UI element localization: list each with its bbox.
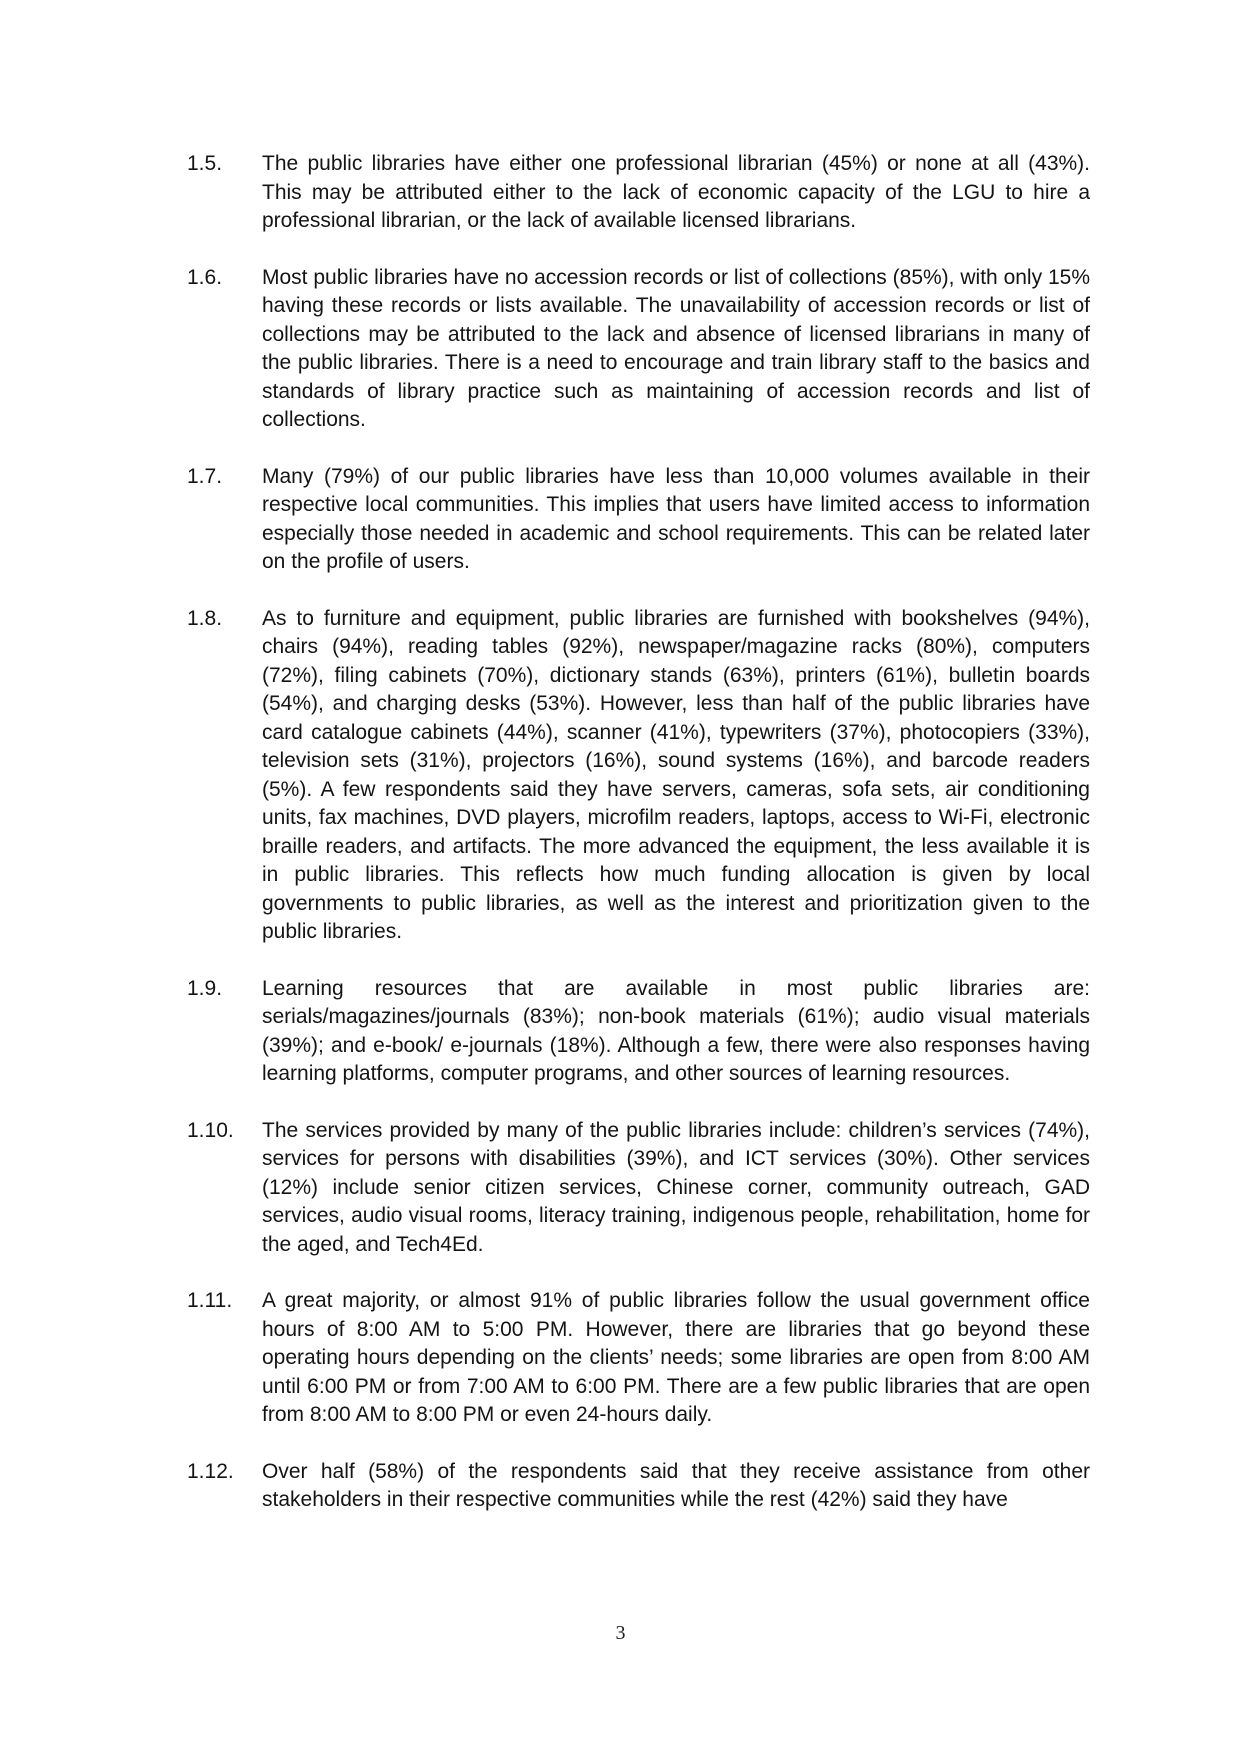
item-number: 1.11.: [187, 1289, 233, 1312]
list-item-1-9: [187, 975, 1090, 1089]
list-item-1-8: [187, 605, 1090, 947]
list-item-1-5: [187, 150, 1090, 236]
item-number: 1.10.: [187, 1118, 234, 1142]
list-item-1-10: [187, 1117, 1090, 1260]
item-paragraph: Learning resources that are available in most public libraries are: serials/magazines/journals (83%); non-book materials (61%); audio visual materials (39%); and e-book/ e-journals (18%). Although a few, there were also responses having learning platforms, computer programs, and other sources of learning resources.: [262, 976, 1090, 1085]
list-item-1-6: [187, 264, 1090, 435]
numbered-list: [187, 150, 1090, 1543]
item-paragraph: Over half (58%) of the respondents said that they receive assistance from other stakeholders in their respective communities while the rest (42%) said they have: [262, 1459, 1090, 1511]
item-paragraph: The public libraries have either one professional librarian (45%) or none at all (43%). This may be attributed either to the lack of economic capacity of the LGU to hire a professional librarian, or the lack of available licensed librarians.: [262, 152, 1090, 232]
item-number: 1.8.: [187, 606, 223, 630]
list-item-1-11: [187, 1287, 1090, 1430]
item-paragraph: A great majority, or almost 91% of public libraries follow the usual government office hours of 8:00 AM to 5:00 PM. However, there are libraries that go beyond these operating hours depending on the clients’ needs; some libraries are open from 8:00 AM until 6:00 PM or from 7:00 AM to 6:00 PM. There are a few public libraries that are open from 8:00 AM to 8:00 PM or even 24-hours daily.: [262, 1289, 1090, 1426]
item-paragraph: The services provided by many of the public libraries include: children’s services (74%), services for persons with disabilities (39%), and ICT services (30%). Other services (12%) include senior citizen services, Chinese corner, community outreach, GAD services, audio visual rooms, literacy training, indigenous people, rehabilitation, home for the aged, and Tech4Ed.: [262, 1118, 1090, 1256]
item-number: 1.12.: [187, 1459, 234, 1483]
item-number: 1.7.: [187, 464, 223, 488]
item-paragraph: Many (79%) of our public libraries have less than 10,000 volumes available in their respective local communities. This implies that users have limited access to information especially those needed in academic and school requirements. This can be related later on the profile of users.: [262, 464, 1090, 573]
list-item-1-7: [187, 463, 1090, 577]
page-number: 3: [615, 1622, 626, 1644]
item-number: 1.9.: [187, 976, 223, 1000]
list-item-1-12: [187, 1458, 1090, 1515]
item-paragraph: Most public libraries have no accession records or list of collections (85%), with only 15% having these records or lists available. The unavailability of accession records or list of collections may be attributed to the lack and absence of licensed librarians in many of the public libraries. There is a need to encourage and train library staff to the basics and standards of library practice such as maintaining of accession records and list of collections.: [262, 265, 1090, 431]
item-number: 1.5.: [187, 152, 223, 175]
item-paragraph: As to furniture and equipment, public libraries are furnished with bookshelves (94%), chairs (94%), reading tables (92%), newspaper/magazine racks (80%), computers (72%), filing cabinets (70%), dictionary stands (63%), printers (61%), bulletin boards (54%), and charging desks (53%). However, less than half of the public libraries have card catalogue cabinets (44%), scanner (41%), typewriters (37%), photocopiers (33%), television sets (31%), projectors (16%), sound systems (16%), and barcode readers (5%). A few respondents said they have servers, cameras, sofa sets, air conditioning units, fax machines, DVD players, microfilm readers, laptops, access to Wi-Fi, electronic braille readers, and artifacts. The more advanced the equipment, the less available it is in public libraries. This reflects how much funding allocation is given by local governments to public libraries, as well as the interest and prioritization given to the public libraries.: [262, 606, 1090, 943]
item-number: 1.6.: [187, 265, 223, 289]
